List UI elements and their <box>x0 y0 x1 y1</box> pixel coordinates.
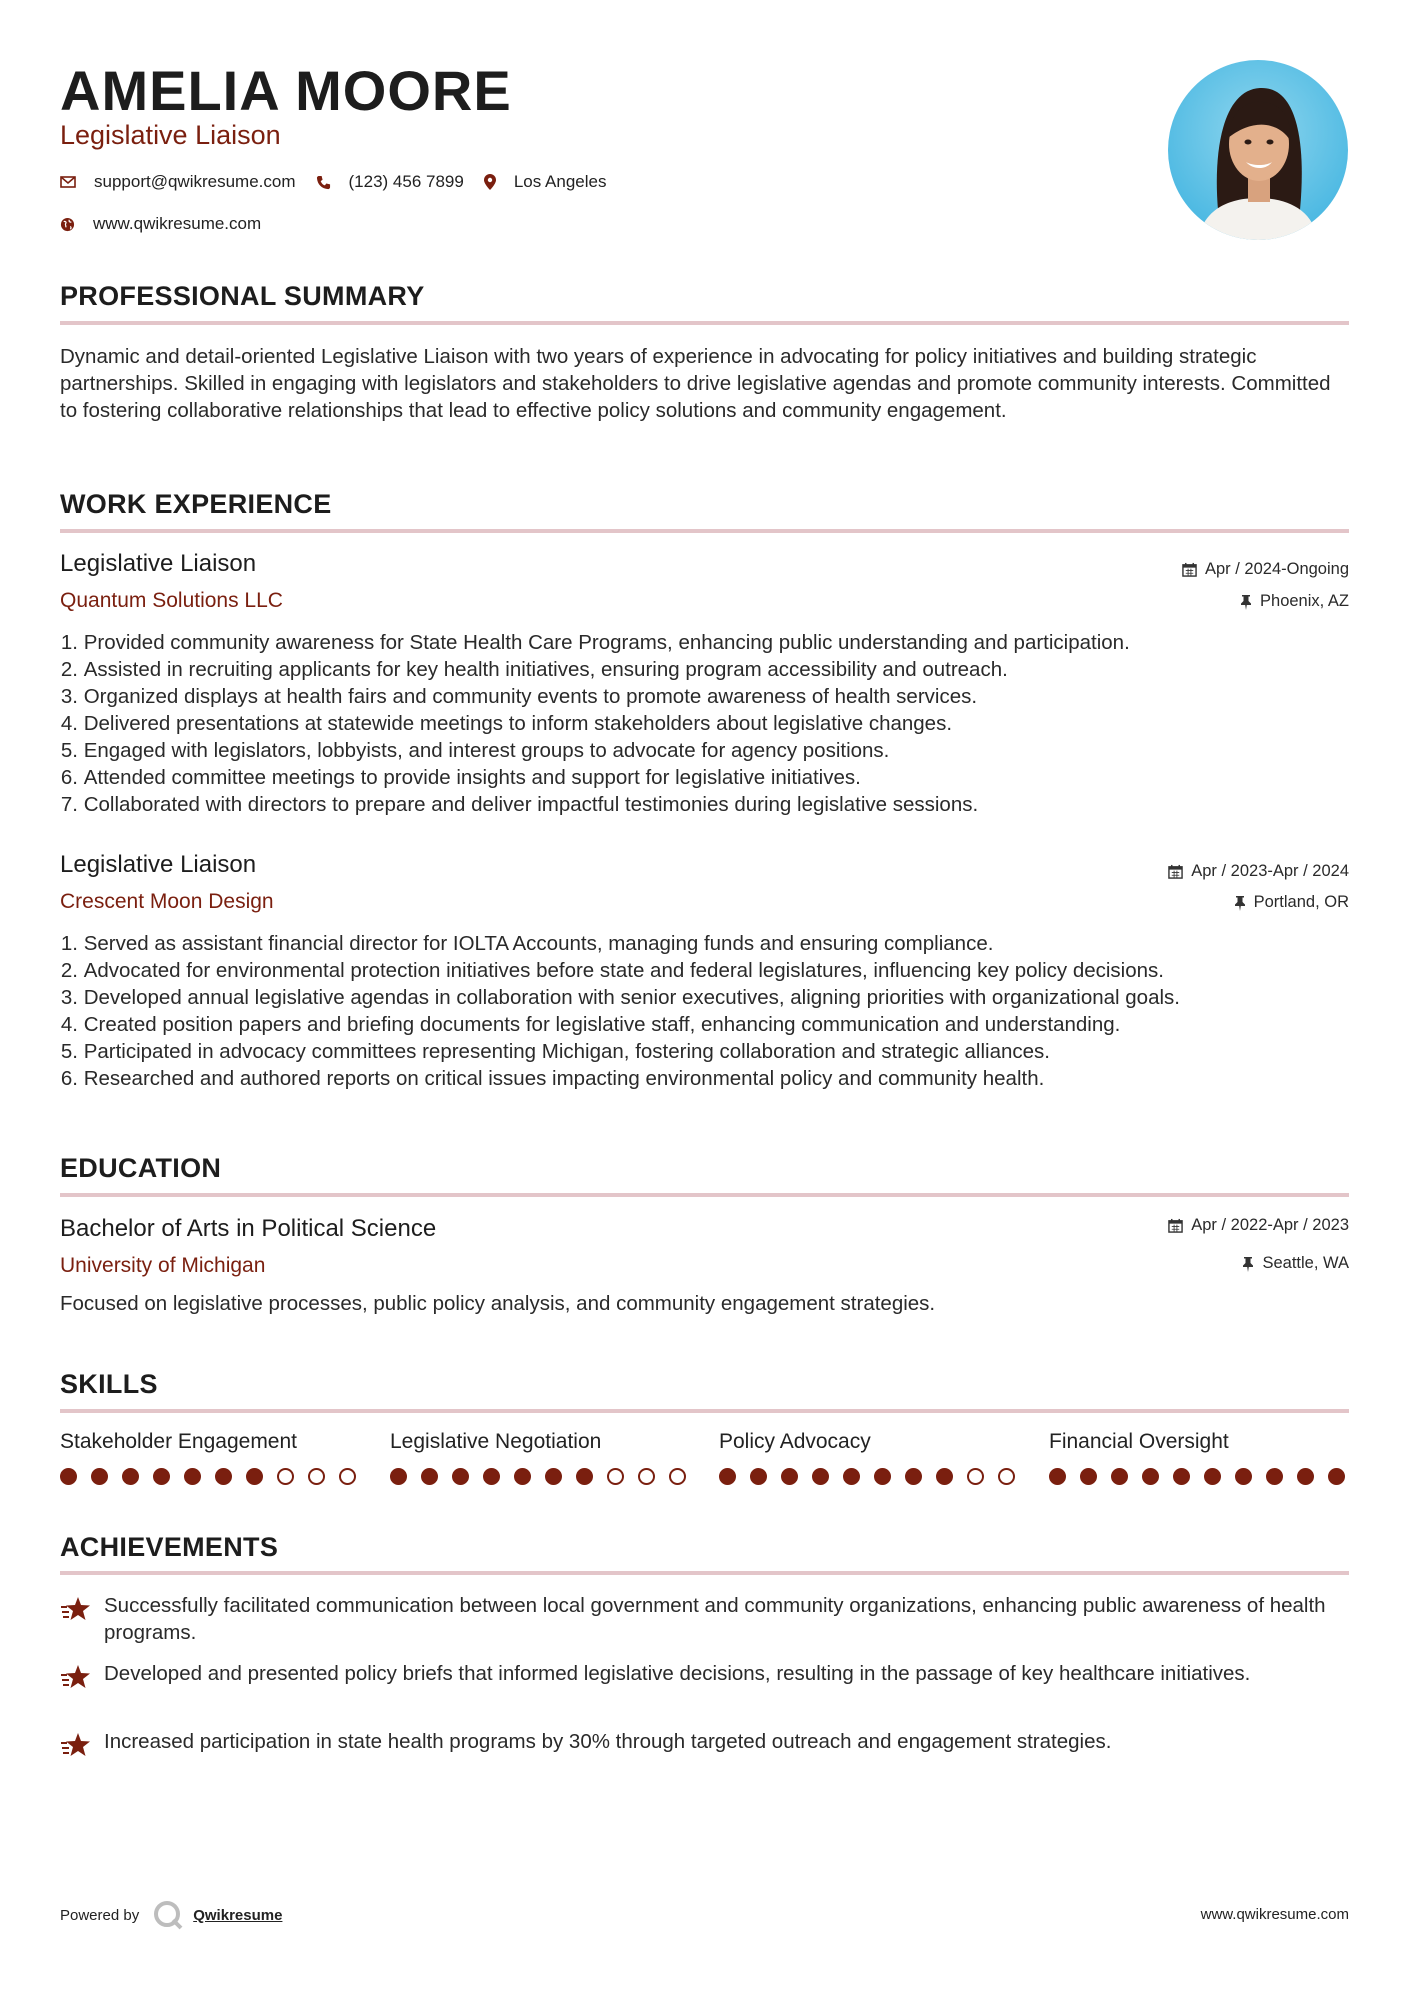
skill-dot-filled <box>576 1468 593 1485</box>
skill-rating <box>1049 1468 1349 1485</box>
achievement-item <box>60 1660 1350 1695</box>
job-title-1: Legislative Liaison <box>60 550 257 577</box>
job-dates-text-1: Apr / 2024-Ongoing <box>1204 560 1349 578</box>
skill-dot-filled <box>812 1468 829 1485</box>
skill-rating <box>60 1468 360 1485</box>
website-row <box>60 214 281 234</box>
skill-dot-filled <box>1142 1468 1159 1485</box>
star-icon <box>60 1728 104 1763</box>
summary-heading: PROFESSIONAL SUMMARY <box>60 281 425 311</box>
skill-dot-filled <box>153 1468 170 1485</box>
skill-rating <box>719 1468 1019 1485</box>
school-name: University of Michigan <box>60 1254 266 1277</box>
skill-name: Legislative Negotiation <box>390 1430 602 1453</box>
skill-dot-empty <box>967 1468 984 1485</box>
candidate-title: Legislative Liaison <box>60 120 281 150</box>
skill-dot-empty <box>669 1468 686 1485</box>
avatar-illustration <box>1168 60 1348 240</box>
job-location-2 <box>1234 893 1349 912</box>
list-item: 2. Assisted in recruiting applicants for key health initiatives, ensuring program accessibility and outreach. <box>60 658 1008 681</box>
job-bullets-2 <box>60 930 1360 1092</box>
achievement-item <box>60 1728 1350 1763</box>
achievement-text: Successfully facilitated communication between local government and community organizations, enhancing public awareness of health programs. <box>104 1594 1326 1644</box>
skill-dot-filled <box>514 1468 531 1485</box>
skill-dot-filled <box>1235 1468 1252 1485</box>
skill-dot-filled <box>719 1468 736 1485</box>
education-dates <box>1168 1216 1349 1235</box>
profile-photo <box>1168 60 1348 240</box>
skill-dot-filled <box>1266 1468 1283 1485</box>
phone-text: (123) 456 7899 <box>348 172 464 191</box>
achievements-divider <box>60 1571 1349 1575</box>
skill-dot-empty <box>339 1468 356 1485</box>
skill-item <box>719 1430 1019 1485</box>
skill-dot-filled <box>246 1468 263 1485</box>
skill-dot-empty <box>308 1468 325 1485</box>
education-dates-text: Apr / 2022-Apr / 2023 <box>1191 1216 1349 1234</box>
job-dates-2 <box>1168 862 1349 881</box>
skill-dot-filled <box>184 1468 201 1485</box>
list-item: 3. Developed annual legislative agendas in collaboration with senior executives, aligning priorities with organizational goals. <box>60 986 1180 1009</box>
skill-rating <box>390 1468 690 1485</box>
job-dates-1 <box>1182 560 1349 579</box>
pushpin-icon <box>1234 895 1246 911</box>
job-company-2: Crescent Moon Design <box>60 890 274 913</box>
skill-dot-filled <box>483 1468 500 1485</box>
list-item: 3. Organized displays at health fairs and community events to promote awareness of health services. <box>60 685 978 708</box>
skill-item <box>60 1430 360 1485</box>
calendar-icon <box>1182 562 1197 577</box>
skill-dot-empty <box>277 1468 294 1485</box>
phone-icon <box>316 175 331 190</box>
summary-divider <box>60 321 1349 325</box>
education-location-text: Seattle, WA <box>1262 1254 1349 1272</box>
skill-dot-filled <box>421 1468 438 1485</box>
experience-heading: WORK EXPERIENCE <box>60 489 332 519</box>
list-item: 5. Participated in advocacy committees representing Michigan, fostering collaboration and strategic alliances. <box>60 1040 1050 1063</box>
education-divider <box>60 1193 1349 1197</box>
list-item: 2. Advocated for environmental protection initiatives before state and federal legislatures, influencing key policy decisions. <box>60 959 1164 982</box>
education-location <box>1242 1254 1349 1273</box>
skill-dot-filled <box>1297 1468 1314 1485</box>
skill-dot-filled <box>1328 1468 1345 1485</box>
website-text: www.qwikresume.com <box>93 214 262 233</box>
list-item: 5. Engaged with legislators, lobbyists, and interest groups to advocate for agency positions. <box>60 739 890 762</box>
job-location-text-2: Portland, OR <box>1253 893 1349 911</box>
powered-by-label: Powered by <box>60 1906 140 1924</box>
pushpin-icon <box>1240 594 1252 610</box>
job-location-1 <box>1240 592 1349 611</box>
star-icon <box>60 1592 104 1646</box>
job-location-text-1: Phoenix, AZ <box>1260 592 1349 610</box>
skill-dot-empty <box>998 1468 1015 1485</box>
list-item: 1. Served as assistant financial director for IOLTA Accounts, managing funds and ensuring compliance. <box>60 932 994 955</box>
globe-icon <box>60 217 75 232</box>
star-icon <box>60 1660 104 1695</box>
list-item: 4. Delivered presentations at statewide meetings to inform stakeholders about legislative changes. <box>60 712 953 735</box>
qwikresume-link[interactable]: Qwikresume <box>193 1906 283 1924</box>
skill-dot-filled <box>936 1468 953 1485</box>
calendar-icon <box>1168 864 1183 879</box>
envelope-icon <box>60 176 76 188</box>
job-bullets-1 <box>60 629 1360 818</box>
contact-row <box>60 172 626 192</box>
skill-dot-filled <box>781 1468 798 1485</box>
skill-dot-filled <box>1204 1468 1221 1485</box>
contact-location <box>484 172 607 192</box>
skill-dot-filled <box>60 1468 77 1485</box>
location-text: Los Angeles <box>513 172 607 191</box>
footer-website[interactable]: www.qwikresume.com <box>1200 1906 1349 1923</box>
contact-website[interactable] <box>60 214 261 234</box>
list-item: 4. Created position papers and briefing documents for legislative staff, enhancing communication and understanding. <box>60 1013 1121 1036</box>
achievement-item <box>60 1592 1350 1646</box>
skill-item <box>1049 1430 1349 1485</box>
skill-name: Financial Oversight <box>1049 1430 1229 1453</box>
job-title-2: Legislative Liaison <box>60 851 257 878</box>
skill-dot-empty <box>638 1468 655 1485</box>
skill-dot-filled <box>1049 1468 1066 1485</box>
skill-dot-filled <box>843 1468 860 1485</box>
skill-name: Stakeholder Engagement <box>60 1430 297 1453</box>
skill-dot-filled <box>545 1468 562 1485</box>
degree-title: Bachelor of Arts in Political Science <box>60 1215 437 1242</box>
education-description: Focused on legislative processes, public policy analysis, and community engagement strategies. <box>60 1292 936 1315</box>
skill-dot-filled <box>390 1468 407 1485</box>
skill-dot-filled <box>91 1468 108 1485</box>
skill-item <box>390 1430 690 1485</box>
achievements-heading: ACHIEVEMENTS <box>60 1532 279 1562</box>
list-item: 6. Attended committee meetings to provide insights and support for legislative initiatives. <box>60 766 861 789</box>
skill-dot-filled <box>452 1468 469 1485</box>
skill-dot-filled <box>874 1468 891 1485</box>
map-pin-icon <box>484 174 496 190</box>
skill-dot-empty <box>607 1468 624 1485</box>
achievement-text: Developed and presented policy briefs that informed legislative decisions, resulting in the passage of key healthcare initiatives. <box>104 1662 1251 1685</box>
pushpin-icon <box>1242 1256 1254 1272</box>
skill-dot-filled <box>905 1468 922 1485</box>
skills-heading: SKILLS <box>60 1369 158 1399</box>
experience-divider <box>60 529 1349 533</box>
skill-name: Policy Advocacy <box>719 1430 871 1453</box>
email-text: support@qwikresume.com <box>94 172 296 191</box>
calendar-icon <box>1168 1218 1183 1233</box>
candidate-name: AMELIA MOORE <box>60 59 512 122</box>
achievement-text: Increased participation in state health programs by 30% through targeted outreach and engagement strategies. <box>104 1730 1112 1753</box>
job-dates-text-2: Apr / 2023-Apr / 2024 <box>1191 862 1349 880</box>
skills-divider <box>60 1409 1349 1413</box>
education-heading: EDUCATION <box>60 1153 222 1183</box>
list-item: 7. Collaborated with directors to prepare and deliver impactful testimonies during legislative sessions. <box>60 793 979 816</box>
skill-dot-filled <box>1111 1468 1128 1485</box>
job-company-1: Quantum Solutions LLC <box>60 589 283 612</box>
skill-dot-filled <box>122 1468 139 1485</box>
contact-phone[interactable] <box>316 172 464 192</box>
summary-text: Dynamic and detail-oriented Legislative Liaison with two years of experience in advocating for policy initiatives and building strategic partnerships. Skilled in engaging with legislators and stakeholders to drive legislative agendas and promote community interests. Committed to fostering collaborative relationships that lead to effective policy solutions and community engagement. <box>60 345 1331 422</box>
skill-dot-filled <box>1173 1468 1190 1485</box>
skill-dot-filled <box>215 1468 232 1485</box>
contact-email[interactable] <box>60 172 296 192</box>
list-item: 6. Researched and authored reports on critical issues impacting environmental policy and community health. <box>60 1067 1045 1090</box>
footer-powered-by <box>60 1900 282 1930</box>
skill-dot-filled <box>1080 1468 1097 1485</box>
qwikresume-logo-icon <box>151 1900 185 1930</box>
list-item: 1. Provided community awareness for State Health Care Programs, enhancing public understanding and participation. <box>60 631 1130 654</box>
skill-dot-filled <box>750 1468 767 1485</box>
